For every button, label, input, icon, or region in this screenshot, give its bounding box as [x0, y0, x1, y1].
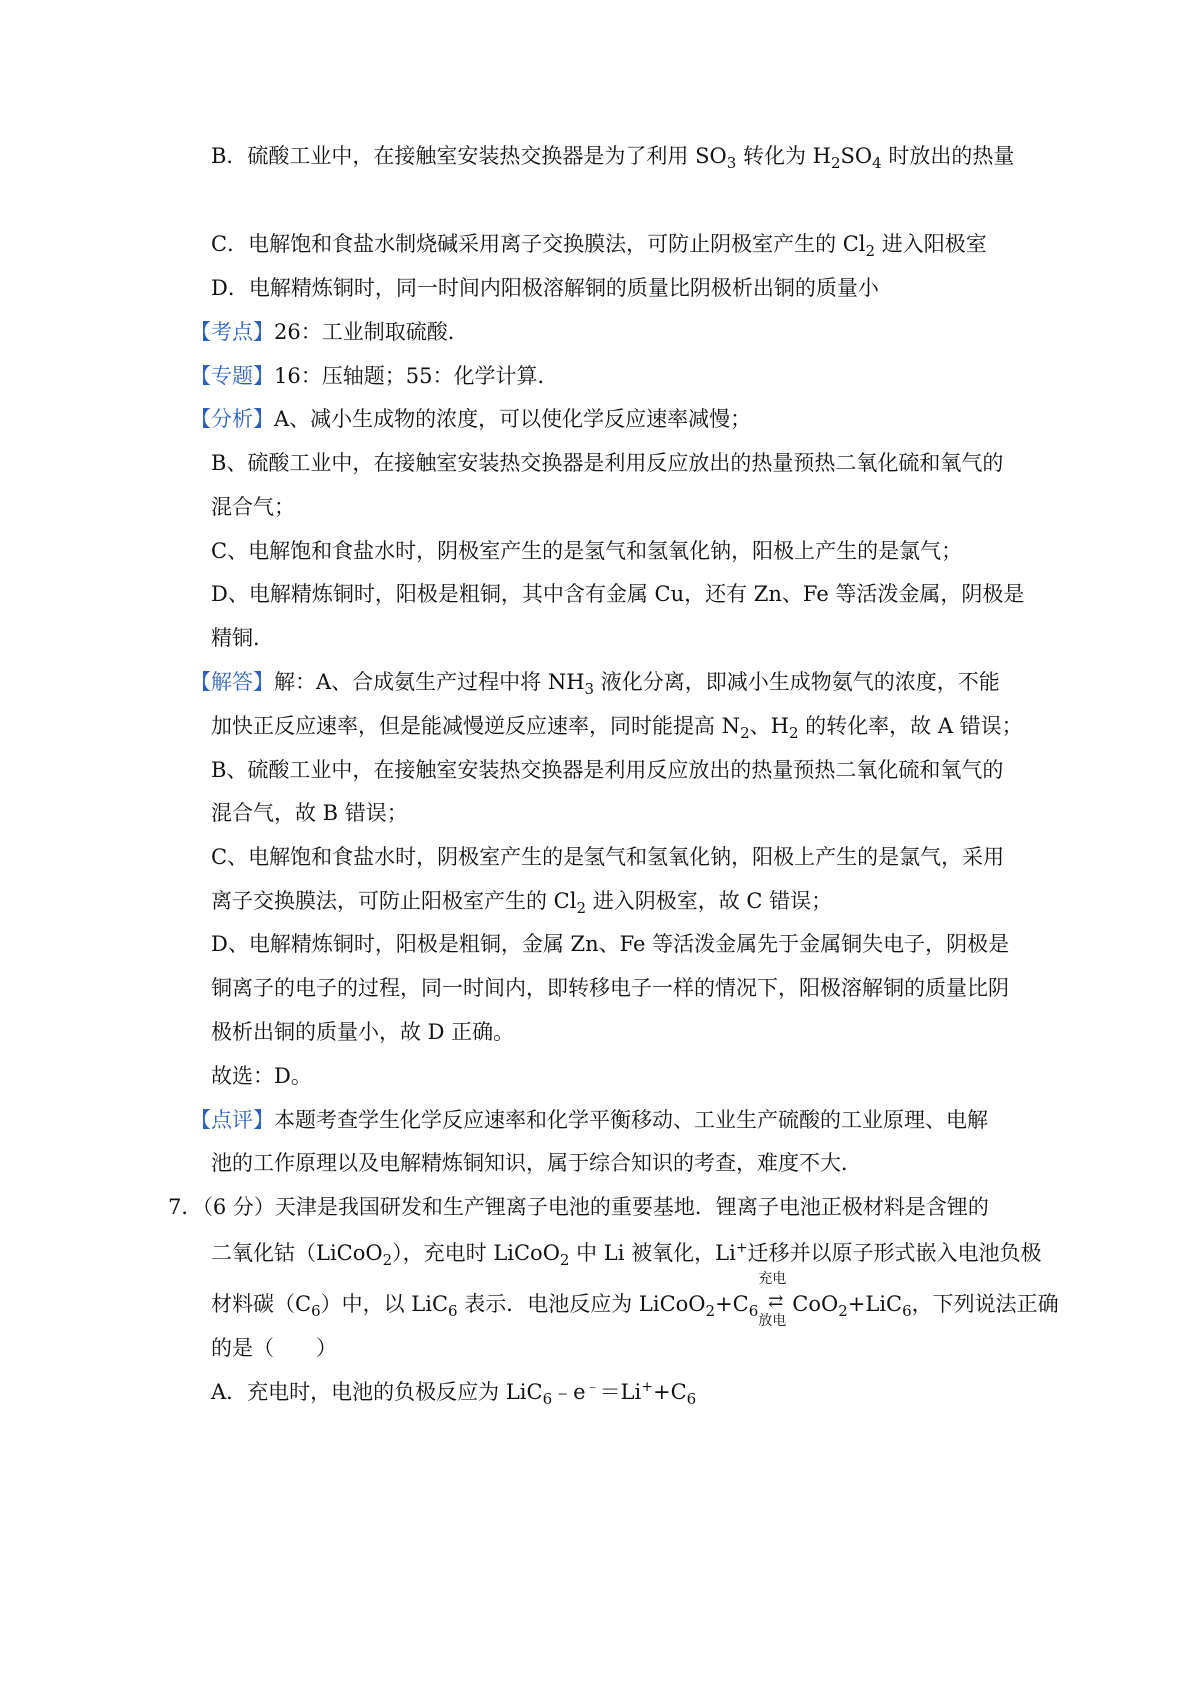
jieda-line-8: 铜离子的电子的过程，同一时间内，即转移电子一样的情况下，阳极溶解铜的质量比阴 — [211, 976, 1009, 1000]
reversible-reaction-arrow: 充电 ⇄ 放电 — [758, 1271, 787, 1329]
kaodian-tag: 【考点】 — [190, 320, 274, 344]
option-b: B．硫酸工业中，在接触室安装热交换器是为了利用 $SO_3$ 转化为 $H_2SO_4$ 时放出的热量 — [211, 144, 1015, 172]
question-number: 7． — [168, 1195, 203, 1219]
fenxi-line-1: 【分析】A、减小生成物的浓度，可以使化学反应速率减慢； — [190, 407, 752, 431]
option-d: D．电解精炼铜时，同一时间内阳极溶解铜的质量比阴极析出铜的质量小 — [211, 276, 879, 300]
fenxi-line-6: 精铜． — [211, 626, 274, 650]
jieda-line-4: 混合气，故 B 错误； — [211, 801, 408, 825]
zhuanti-tag: 【专题】 — [190, 364, 274, 388]
fenxi-tag: 【分析】 — [190, 407, 274, 431]
jieda-line-3: B、硫酸工业中，在接触室安装热交换器是利用反应放出的热量预热二氧化硫和氧气的 — [211, 758, 1004, 782]
dianping-tag: 【点评】 — [190, 1108, 274, 1132]
jieda-tag: 【解答】 — [190, 670, 274, 694]
zhuanti-line: 【专题】16：压轴题；55：化学计算． — [190, 364, 559, 388]
question-7-line-3: 材料碳$(C_6)$中，以 LiC$_6$ 表示．电池反应为 $LiCoO_2+C_6$ 充电 ⇄ 放电 CoO$_2$+LiC$_6$，下列说法正确 — [211, 1271, 1059, 1329]
jieda-line-10: 故选：D。 — [211, 1064, 312, 1088]
dianping-line-2: 池的工作原理以及电解精炼铜知识，属于综合知识的考查，难度不大． — [211, 1151, 862, 1175]
jieda-line-7: D、电解精炼铜时，阳极是粗铜，金属 Zn、Fe 等活泼金属先于金属铜失电子，阴极是 — [211, 932, 1010, 956]
fenxi-line-2: B、硫酸工业中，在接触室安装热交换器是利用反应放出的热量预热二氧化硫和氧气的 — [211, 451, 1004, 475]
question-7-line-4: 的是（ ） — [211, 1336, 337, 1360]
kaodian-line: 【考点】26：工业制取硫酸． — [190, 320, 469, 344]
dianping-line-1: 【点评】本题考查学生化学反应速率和化学平衡移动、工业生产硫酸的工业原理、电解 — [190, 1108, 988, 1132]
question-7-option-a: A．充电时，电池的负极反应为 $LiC_6﹣e^﹣=Li^++C_6$ — [211, 1379, 697, 1408]
fenxi-line-5: D、电解精炼铜时，阳极是粗铜，其中含有金属 Cu，还有 Zn、Fe 等活泼金属，阴极是 — [211, 582, 1025, 606]
question-7-line-1: 7．（6 分）天津是我国研发和生产锂离子电池的重要基地．锂离子电池正极材料是含锂的 — [168, 1195, 989, 1219]
jieda-line-2: 加快正反应速率，但是能减慢逆反应速率，同时能提高 $N_2$、$H_2$ 的转化率，故 A 错误； — [211, 714, 1023, 742]
jieda-line-5: C、电解饱和食盐水时，阴极室产生的是氢气和氢氧化钠，阳极上产生的是氯气，采用 — [211, 845, 1005, 869]
option-c: C．电解饱和食盐水制烧碱采用离子交换膜法，可防止阴极室产生的 $Cl_2$ 进入阳极室 — [211, 232, 987, 260]
question-7-line-2: 二氧化钴（LiCoO$_2$），充电时 LiCoO$_2$ 中 Li 被氧化，Li+迁移并以原子形式嵌入电池负极 — [211, 1240, 1042, 1269]
fenxi-line-3: 混合气； — [211, 495, 295, 519]
jieda-line-6: 离子交换膜法，可防止阳极室产生的 $Cl_2$ 进入阴极室，故 C 错误； — [211, 889, 833, 917]
jieda-line-1: 【解答】解：A、合成氨生产过程中将 $NH_3$ 液化分离，即减小生成物氨气的浓度，不能 — [190, 670, 1000, 698]
jieda-line-9: 极析出铜的质量小，故 D 正确。 — [211, 1020, 515, 1044]
fenxi-line-4: C、电解饱和食盐水时，阴极室产生的是氢气和氢氧化钠，阳极上产生的是氯气； — [211, 539, 963, 563]
